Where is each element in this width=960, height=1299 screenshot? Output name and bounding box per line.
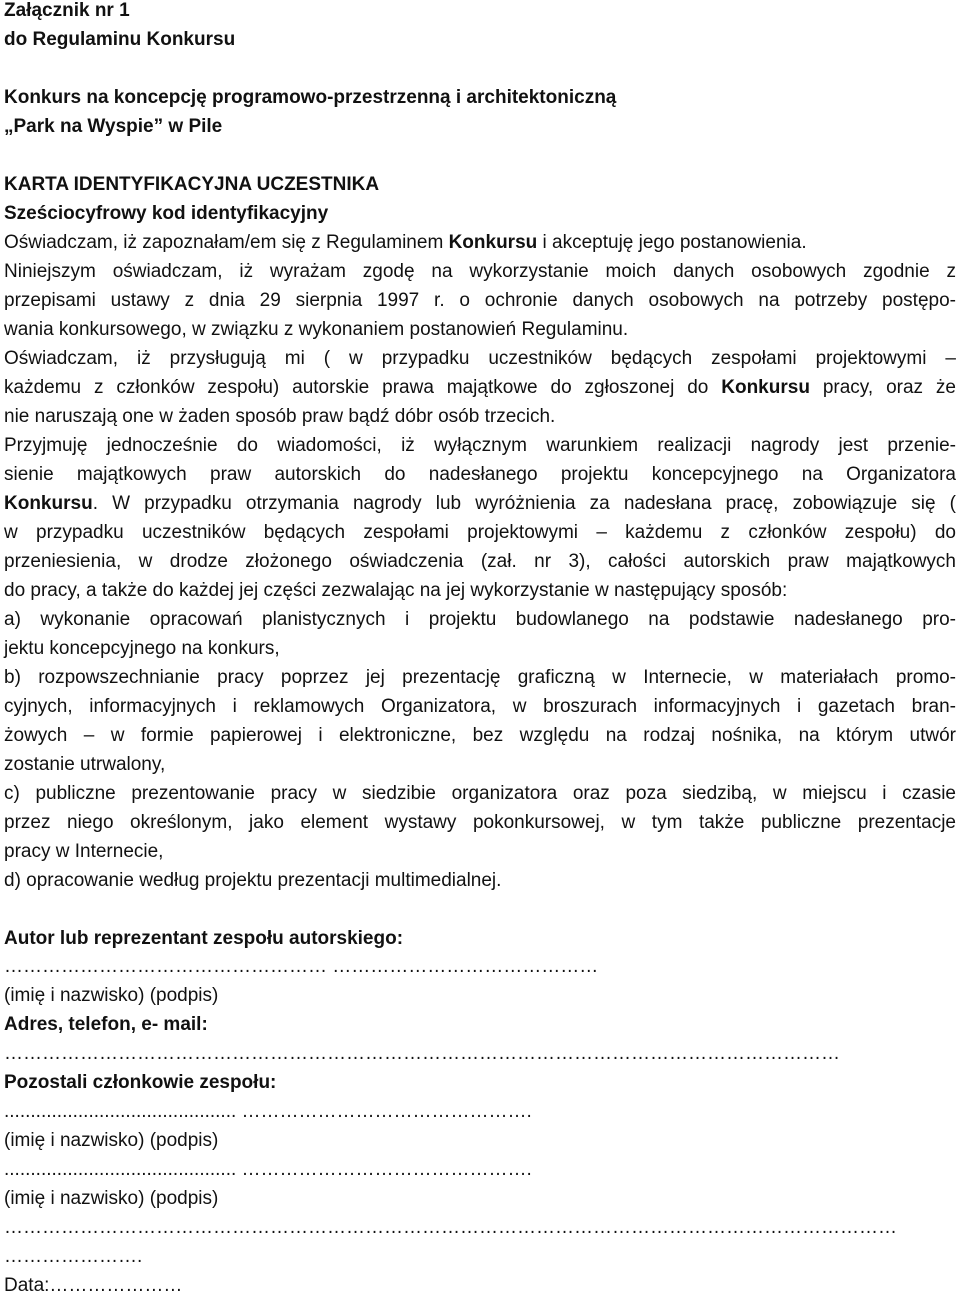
body-line: nie naruszają one w żaden sposób praw bądź dóbr osób trzecich. (4, 406, 556, 427)
body-line: każdemu z członków zespołu) autorskie prawa majątkowe do zgłoszonej do Konkursu pracy, oraz że (4, 377, 956, 398)
name-signature-caption: (imię i nazwisko) (podpis) (4, 1130, 219, 1151)
list-item-a-cont: jektu koncepcyjnego na konkurs, (4, 638, 280, 659)
body-line: sienie majątkowych praw autorskich do nadesłanego projektu koncepcyjnego na Organizatora (4, 464, 956, 485)
name-signature-caption: (imię i nazwisko) (podpis) (4, 1188, 219, 1209)
statement-line: Oświadczam, iż zapoznałam/em się z Regulaminem Konkursu i akceptuję jego postanowienia. (4, 232, 807, 253)
extra-member-field[interactable]: …………………………………………………………………………………………………………………………… (4, 1217, 897, 1238)
card-title: KARTA IDENTYFIKACYJNA UCZESTNIKA (4, 174, 380, 195)
list-item-b-cont: żowych – w formie papierowej i elektroniczne, bez względu na rodzaj nośnika, na którym utwór (4, 725, 956, 746)
list-item-a: a) wykonanie opracowań planistycznych i projektu budowlanego na podstawie nadesłanego pro- (4, 609, 956, 630)
members-label: Pozostali członkowie zespołu: (4, 1072, 277, 1093)
list-item-b: b) rozpowszechnianie pracy poprzez jej prezentację graficzną w Internecie, w materiałach promo- (4, 667, 956, 688)
member-signature-field[interactable]: ............................................ ………………………………………. (4, 1101, 532, 1122)
list-item-b-cont: zostanie utrwalony, (4, 754, 166, 775)
member-signature-field[interactable]: ............................................ ………………………………………. (4, 1159, 532, 1180)
body-line: Konkursu. W przypadku otrzymania nagrody lub wyróżnienia za nadesłana pracę, zobowiązuje się ( (4, 493, 956, 514)
code-label: Sześciocyfrowy kod identyfikacyjny (4, 203, 329, 224)
annex-heading: Załącznik nr 1 (4, 0, 130, 21)
body-line: Oświadczam, iż przysługują mi ( w przypadku uczestników będących zespołami projektowymi – (4, 348, 956, 369)
body-line: przepisami ustawy z dnia 29 sierpnia 1997 r. o ochronie danych osobowych na potrzeby postępo- (4, 290, 956, 311)
contest-title: Konkurs na koncepcję programowo-przestrzenną i architektoniczną (4, 87, 617, 108)
extra-member-field[interactable]: …………………. (4, 1246, 143, 1267)
body-line: Niniejszym oświadczam, iż wyrażam zgodę na wykorzystanie moich danych osobowych zgodnie z (4, 261, 956, 282)
contest-subtitle: „Park na Wyspie” w Pile (4, 116, 223, 137)
body-line: wania konkursowego, w związku z wykonaniem postanowień Regulaminu. (4, 319, 629, 340)
list-item-c-cont: pracy w Internecie, (4, 841, 164, 862)
date-field[interactable]: Data:………………… (4, 1275, 183, 1296)
address-field[interactable]: …………………………………………………………………………………………………………………… (4, 1043, 840, 1064)
body-line: Przyjmuję jednocześnie do wiadomości, iż wyłącznym warunkiem realizacji nagrody jest przenie- (4, 435, 956, 456)
list-item-c-cont: przez niego określonym, jako element wystawy pokonkursowej, w tym także publiczne prezentacje (4, 812, 956, 833)
body-line: przeniesienia, w drodze złożonego oświadczenia (zał. nr 3), całości autorskich praw majątkowych (4, 551, 956, 572)
author-label: Autor lub reprezentant zespołu autorskiego: (4, 928, 404, 949)
body-line: do pracy, a także do każdej jej części zezwalając na jej wykorzystanie w następujący sposób: (4, 580, 788, 601)
author-signature-field[interactable]: …………………………………………… …………………………………… (4, 956, 599, 977)
name-signature-caption: (imię i nazwisko) (podpis) (4, 985, 219, 1006)
list-item-c: c) publiczne prezentowanie pracy w siedzibie organizatora oraz poza siedzibą, w miejscu i czasie (4, 783, 956, 804)
list-item-d: d) opracowanie według projektu prezentacji multimedialnej. (4, 870, 502, 891)
list-item-b-cont: cyjnych, informacyjnych i reklamowych Organizatora, w broszurach informacyjnych i gazetach bran- (4, 696, 956, 717)
body-line: w przypadku uczestników będących zespołami projektowymi – każdemu z członków zespołu) do (4, 522, 956, 543)
annex-subheading: do Regulaminu Konkursu (4, 29, 236, 50)
address-label: Adres, telefon, e- mail: (4, 1014, 208, 1035)
